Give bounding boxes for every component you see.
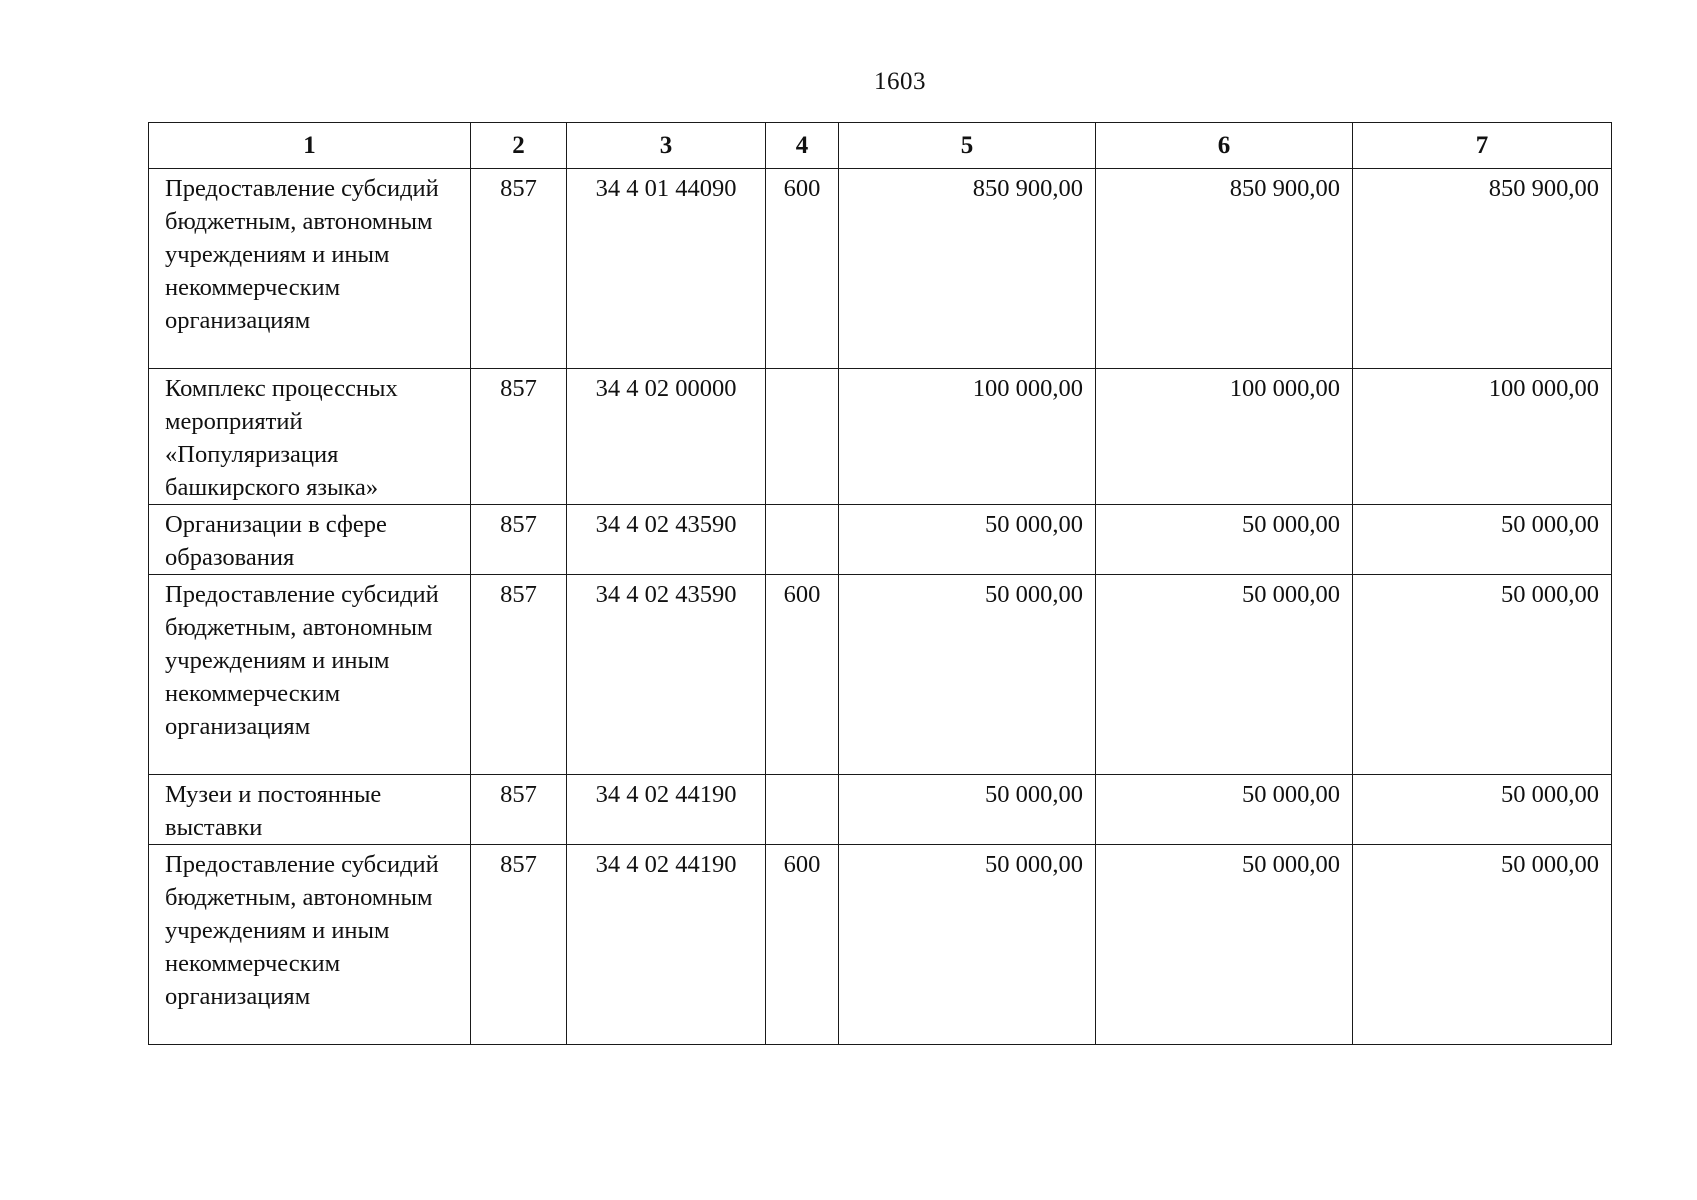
- row-name: Предоставление субсидий бюджетным, автономным учреждениям и иным некоммерческим организациям: [149, 845, 471, 1045]
- table-row: [149, 369, 1612, 505]
- page-number: 1603: [874, 68, 926, 95]
- row-kbk: 34 4 02 44190: [567, 775, 766, 845]
- column-header: 2: [471, 123, 567, 169]
- table-row: [149, 505, 1612, 575]
- row-vr: 600: [766, 169, 839, 369]
- row-name: Организации в сфере образования: [149, 505, 471, 575]
- row-kbk: 34 4 02 43590: [567, 575, 766, 775]
- row-sum-col7: 850 900,00: [1353, 169, 1612, 369]
- row-sum-col7: 50 000,00: [1353, 575, 1612, 775]
- row-sum-col7: 50 000,00: [1353, 505, 1612, 575]
- row-code: 857: [471, 505, 567, 575]
- row-sum-col6: 50 000,00: [1096, 575, 1353, 775]
- row-name: Комплекс процессных мероприятий «Популяризация башкирского языка»: [149, 369, 471, 505]
- row-name: Музеи и постоянные выставки: [149, 775, 471, 845]
- row-kbk: 34 4 02 00000: [567, 369, 766, 505]
- row-vr: 600: [766, 575, 839, 775]
- table-row: [149, 845, 1612, 1045]
- row-sum-col5: 50 000,00: [839, 845, 1096, 1045]
- row-kbk: 34 4 02 44190: [567, 845, 766, 1045]
- row-sum-col5: 50 000,00: [839, 775, 1096, 845]
- row-sum-col6: 50 000,00: [1096, 505, 1353, 575]
- table-row: [149, 575, 1612, 775]
- row-sum-col5: 100 000,00: [839, 369, 1096, 505]
- row-sum-col7: 100 000,00: [1353, 369, 1612, 505]
- row-sum-col7: 50 000,00: [1353, 775, 1612, 845]
- column-header: 4: [766, 123, 839, 169]
- row-code: 857: [471, 845, 567, 1045]
- row-vr: 600: [766, 845, 839, 1045]
- column-header: 7: [1353, 123, 1612, 169]
- row-sum-col6: 50 000,00: [1096, 775, 1353, 845]
- row-kbk: 34 4 01 44090: [567, 169, 766, 369]
- row-sum-col6: 850 900,00: [1096, 169, 1353, 369]
- row-sum-col6: 50 000,00: [1096, 845, 1353, 1045]
- row-code: 857: [471, 775, 567, 845]
- row-name: Предоставление субсидий бюджетным, автономным учреждениям и иным некоммерческим организациям: [149, 575, 471, 775]
- row-kbk: 34 4 02 43590: [567, 505, 766, 575]
- column-header: 6: [1096, 123, 1353, 169]
- header-row: [149, 123, 1612, 169]
- column-header: 1: [149, 123, 471, 169]
- row-vr: [766, 775, 839, 845]
- column-header: 5: [839, 123, 1096, 169]
- row-sum-col7: 50 000,00: [1353, 845, 1612, 1045]
- table-row: [149, 775, 1612, 845]
- row-sum-col6: 100 000,00: [1096, 369, 1353, 505]
- column-header: 3: [567, 123, 766, 169]
- budget-table: [148, 122, 1612, 1045]
- row-vr: [766, 505, 839, 575]
- row-sum-col5: 850 900,00: [839, 169, 1096, 369]
- row-sum-col5: 50 000,00: [839, 505, 1096, 575]
- row-sum-col5: 50 000,00: [839, 575, 1096, 775]
- table-row: [149, 169, 1612, 369]
- row-code: 857: [471, 369, 567, 505]
- row-name: Предоставление субсидий бюджетным, автономным учреждениям и иным некоммерческим организациям: [149, 169, 471, 369]
- row-vr: [766, 369, 839, 505]
- row-code: 857: [471, 575, 567, 775]
- row-code: 857: [471, 169, 567, 369]
